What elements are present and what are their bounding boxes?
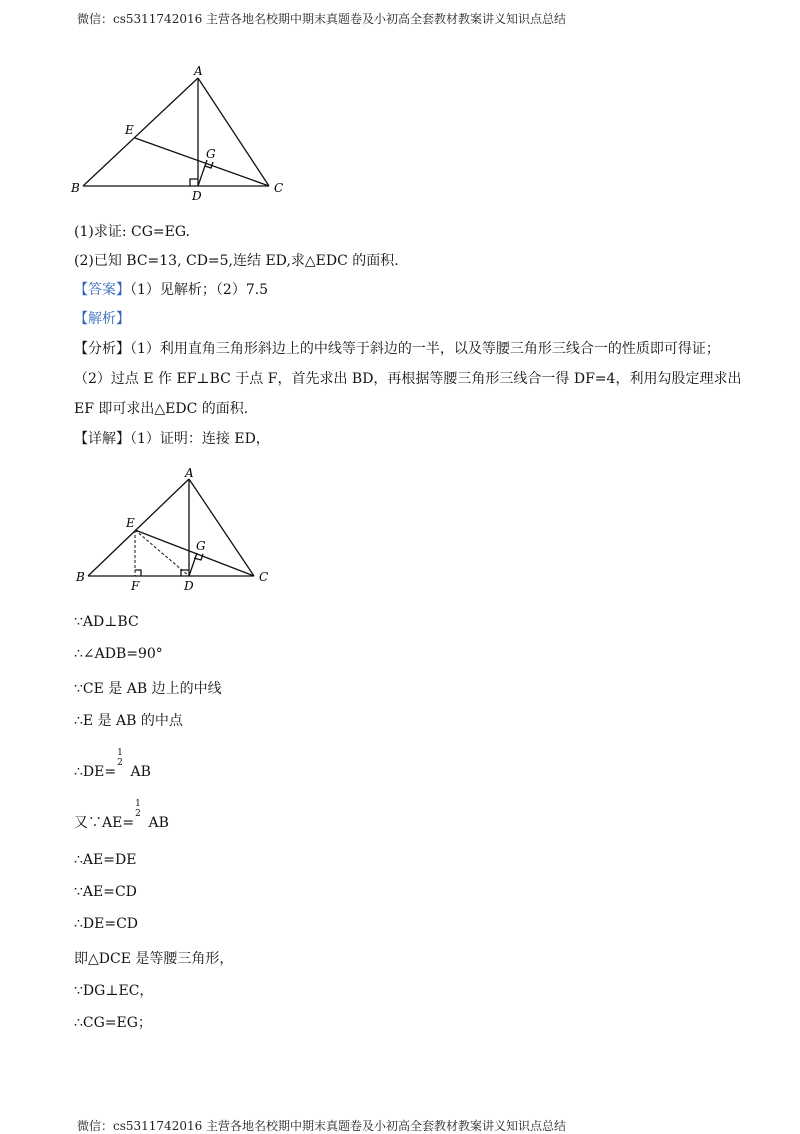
fenxi-line-3: EF 即可求出△EDC 的面积.	[74, 401, 249, 417]
proof-step-6	[74, 799, 169, 832]
proof-step-10: 即△DCE 是等腰三角形，	[74, 951, 234, 967]
fraction-numerator: 1	[117, 748, 123, 758]
fenxi-line-1	[74, 338, 720, 358]
page-footer: 微信：cs5311742016 主营各地名校期中期末真题卷及小初高全套教材教案讲义知识点总结	[77, 1119, 567, 1133]
detail-line	[74, 428, 270, 448]
proof-step-6-rhs: AB	[144, 815, 169, 831]
fraction-denominator: 2	[117, 758, 123, 768]
label-d: D	[192, 189, 202, 203]
label-e: E	[126, 516, 135, 530]
proof-step-5	[74, 748, 151, 780]
segment-ed	[135, 530, 189, 576]
label-a: A	[185, 466, 194, 480]
fraction-one-half	[134, 799, 144, 827]
segment-ce	[135, 138, 269, 186]
right-angle-d	[190, 179, 198, 186]
triangle-figure-2	[68, 466, 283, 596]
fenxi-text-1: （1）利用直角三角形斜边上的中线等于斜边的一半，以及等腰三角形三线合一的性质即可得证；	[130, 341, 720, 357]
proof-step-12: ∴CG=EG；	[74, 1015, 152, 1031]
label-c: C	[274, 181, 284, 195]
fenxi-line-2: （2）过点 E 作 EF⊥BC 于点 F，首先求出 BD，再根据等腰三角形三线合一得 DF=4，利用勾股定理求出	[74, 371, 742, 387]
label-b: B	[71, 181, 80, 195]
answer-line	[74, 279, 268, 299]
segment-ab	[88, 479, 189, 576]
segment-dg	[198, 160, 207, 186]
detail-tag: 【详解】	[74, 431, 130, 447]
proof-step-6-lhs: 又∵AE=	[74, 815, 135, 831]
label-g: G	[206, 147, 216, 161]
proof-step-11: ∵DG⊥EC，	[74, 983, 154, 999]
proof-step-3: ∵CE 是 AB 边上的中线	[74, 681, 222, 697]
page-header: 微信：cs5311742016 主营各地名校期中期末真题卷及小初高全套教材教案讲义知识点总结	[77, 12, 567, 26]
fenxi-tag: 【分析】	[74, 341, 130, 357]
triangle-figure-1	[68, 62, 293, 207]
segment-ab	[83, 78, 198, 186]
segment-ac	[198, 78, 269, 186]
detail-text: （1）证明：连接 ED，	[130, 431, 270, 447]
label-d: D	[184, 579, 194, 593]
proof-step-4: ∴E 是 AB 的中点	[74, 713, 183, 729]
proof-step-1: ∵AD⊥BC	[74, 614, 139, 630]
segment-ce	[135, 530, 254, 576]
label-b: B	[76, 570, 85, 584]
right-angle-f	[135, 570, 141, 576]
analysis-tag: 【解析】	[74, 311, 130, 327]
proof-step-5-lhs: ∴DE=	[74, 764, 117, 780]
question-2: (2)已知 BC=13, CD=5,连结 ED,求△EDC 的面积.	[74, 253, 399, 269]
label-e: E	[125, 123, 134, 137]
segment-ac	[189, 479, 254, 576]
label-c: C	[259, 570, 269, 584]
label-g: G	[196, 539, 206, 553]
proof-step-8: ∵AE=CD	[74, 884, 137, 900]
fraction-denominator: 2	[135, 809, 141, 819]
fraction-numerator: 1	[135, 799, 141, 809]
label-f: F	[131, 579, 140, 593]
proof-step-2: ∴∠ADB=90°	[74, 646, 163, 662]
segment-dg	[189, 553, 197, 576]
proof-step-5-rhs: AB	[126, 764, 151, 780]
label-a: A	[194, 64, 203, 78]
fraction-one-half	[116, 748, 126, 776]
proof-step-7: ∴AE=DE	[74, 852, 137, 868]
answer-tag: 【答案】	[74, 282, 130, 298]
answer-text: （1）见解析；（2）7.5	[130, 282, 269, 298]
proof-step-9: ∴DE=CD	[74, 916, 139, 932]
question-1: (1)求证: CG=EG.	[74, 224, 190, 240]
